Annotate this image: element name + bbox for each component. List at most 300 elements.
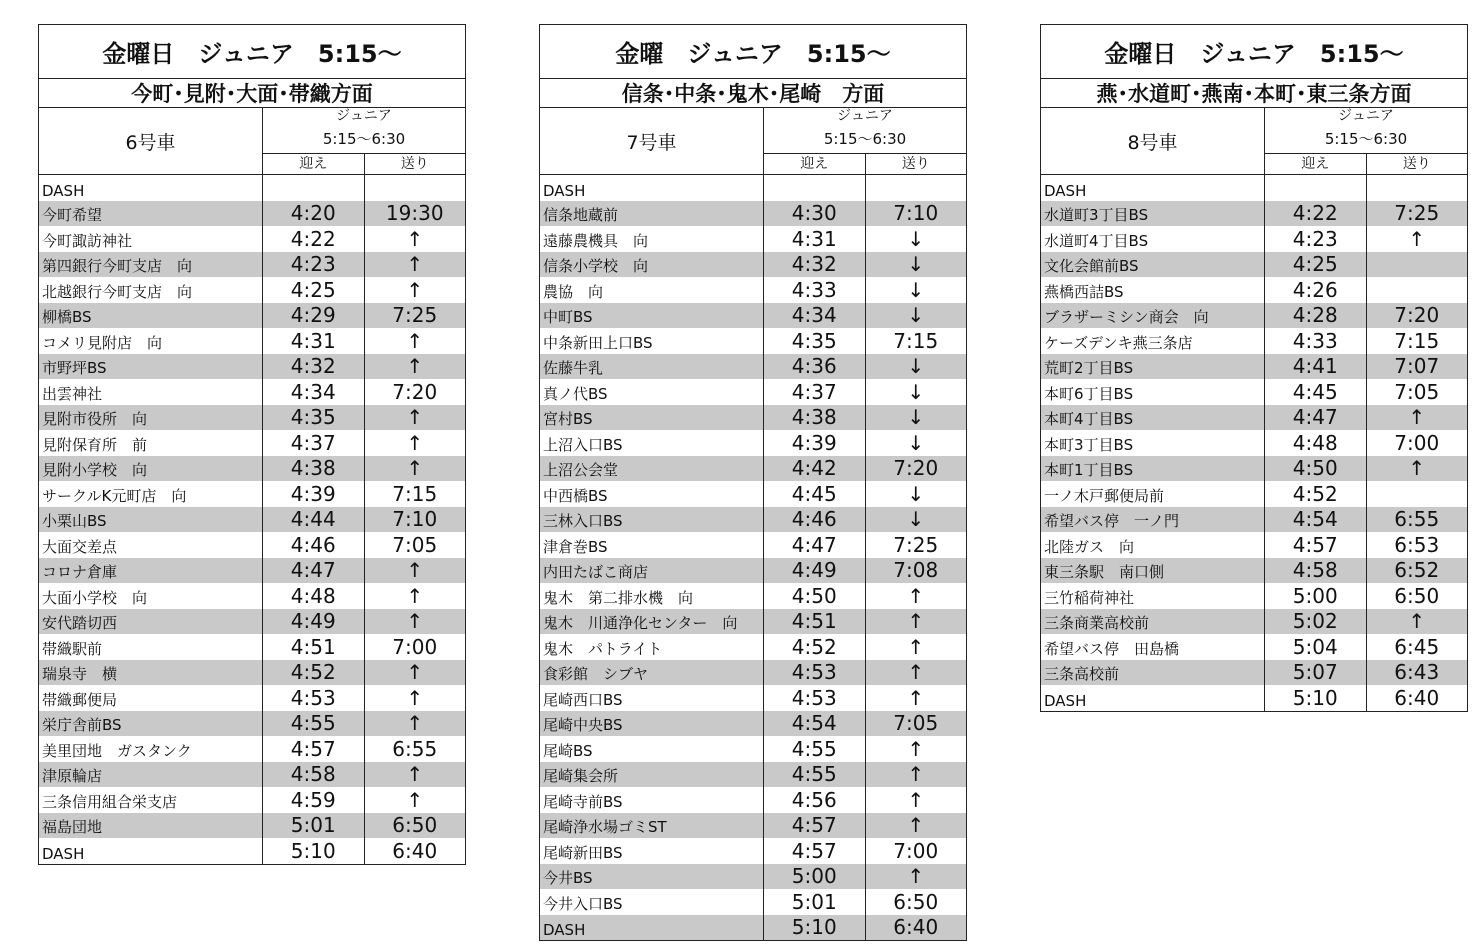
dropoff-time: 6:40: [1366, 685, 1468, 711]
table-row: [1041, 328, 1467, 354]
table-row: [39, 201, 465, 227]
table-row: [540, 736, 966, 762]
stop-name: 上沼公会堂: [540, 456, 764, 482]
table-row: [39, 609, 465, 635]
table-row: [39, 583, 465, 609]
pickup-time: 4:55: [791, 762, 837, 787]
stop-name: ケーズデンキ燕三条店: [1041, 328, 1265, 354]
table-row: [540, 430, 966, 456]
dropoff-time: 7:20: [865, 456, 967, 482]
dropoff-time: ↑: [364, 583, 466, 609]
pickup-time: 5:01: [290, 813, 336, 838]
pickup-time: 4:42: [791, 456, 837, 481]
dropoff-time: 7:20: [1366, 303, 1468, 329]
pickup-time: 4:55: [290, 711, 336, 736]
dropoff-time: 6:50: [364, 813, 466, 839]
dropoff-time: ↑: [364, 277, 466, 303]
stop-name: DASH: [540, 175, 764, 201]
pickup-time: 4:31: [791, 226, 837, 251]
stop-name: ブラザーミシン商会 向: [1041, 303, 1265, 329]
dropoff-time: ↑: [364, 711, 466, 737]
pickup-time: 4:20: [290, 201, 336, 226]
stop-name: 尾崎BS: [540, 736, 764, 762]
table-row: [540, 889, 966, 915]
table-row: [39, 252, 465, 278]
dropoff-time: ↑: [865, 762, 967, 788]
stop-name: 市野坪BS: [39, 354, 263, 380]
stop-name: 内田たばこ商店: [540, 558, 764, 584]
table-row: [540, 405, 966, 431]
stop-name: 尾崎新田BS: [540, 838, 764, 864]
table-row: [1041, 481, 1467, 507]
table-row: [39, 507, 465, 533]
table-row: [1041, 685, 1467, 711]
dropoff-time: [1366, 481, 1468, 507]
table-row: [540, 787, 966, 813]
table-header: [540, 108, 966, 175]
pickup-time: 4:46: [791, 507, 837, 532]
stop-name: 小栗山BS: [39, 507, 263, 533]
table-header: [1041, 108, 1467, 175]
dropoff-time: 7:05: [364, 532, 466, 558]
pickup-time: 4:56: [791, 787, 837, 812]
stop-name: 上沼入口BS: [540, 430, 764, 456]
table-row: [39, 303, 465, 329]
pickup-time: 5:01: [791, 889, 837, 914]
dropoff-time: ↑: [364, 685, 466, 711]
dropoff-time: ↑: [1366, 226, 1468, 252]
route-heading: 信条･中条･鬼木･尾崎 方面: [540, 79, 966, 108]
table-row: [1041, 660, 1467, 686]
dropoff-time: ↑: [865, 813, 967, 839]
pickup-time: 5:10: [791, 915, 837, 940]
table-row: [39, 711, 465, 737]
dropoff-time: 7:00: [364, 634, 466, 660]
dropoff-time: 7:07: [1366, 354, 1468, 380]
dropoff-time: ↑: [865, 609, 967, 635]
dropoff-time: ↑: [364, 787, 466, 813]
stop-name: 一ノ木戸郵便局前: [1041, 481, 1265, 507]
table-row: [1041, 252, 1467, 278]
table-row: [540, 838, 966, 864]
pickup-time: 4:35: [290, 405, 336, 430]
schedule-table-car8: [1040, 24, 1468, 712]
stop-name: 食彩館 シブヤ: [540, 660, 764, 686]
dropoff-time: 7:15: [364, 481, 466, 507]
dropoff-time: ↑: [364, 226, 466, 252]
pickup-time: 4:22: [290, 226, 336, 251]
stop-name: 佐藤牛乳: [540, 354, 764, 380]
pickup-time: 4:55: [791, 736, 837, 761]
pickup-time: 4:37: [791, 379, 837, 404]
stop-name: 水道町4丁目BS: [1041, 226, 1265, 252]
dropoff-column-header: 送り: [1366, 154, 1468, 174]
pickup-time: 4:31: [290, 328, 336, 353]
stop-name: 今井BS: [540, 864, 764, 890]
pickup-time: 4:44: [290, 507, 336, 532]
stop-name: 見附保育所 前: [39, 430, 263, 456]
table-row: [540, 532, 966, 558]
table-row: [1041, 201, 1467, 227]
table-row: [540, 634, 966, 660]
pickup-time: 4:35: [791, 328, 837, 353]
stop-name: 信条小学校 向: [540, 252, 764, 278]
table-row: [39, 379, 465, 405]
stop-name: 水道町3丁目BS: [1041, 201, 1265, 227]
table-row: [1041, 609, 1467, 635]
stop-name: 尾崎浄水場ゴミST: [540, 813, 764, 839]
stop-name: 安代踏切西: [39, 609, 263, 635]
dropoff-time: 7:15: [865, 328, 967, 354]
pickup-time: 4:51: [791, 609, 837, 634]
table-row: [1041, 456, 1467, 482]
stop-name: 見附小学校 向: [39, 456, 263, 482]
pickup-time: 4:22: [1292, 201, 1338, 226]
table-row: [39, 328, 465, 354]
stop-name: 大面交差点: [39, 532, 263, 558]
pickup-time: 4:57: [290, 736, 336, 761]
stop-name: 第四銀行今町支店 向: [39, 252, 263, 278]
table-row: [1041, 226, 1467, 252]
table-row: [540, 175, 966, 201]
dropoff-time: ↑: [364, 405, 466, 431]
dropoff-time: ↑: [364, 252, 466, 278]
pickup-time: 4:52: [290, 660, 336, 685]
stop-name: 本町4丁目BS: [1041, 405, 1265, 431]
table-row: [39, 456, 465, 482]
stop-name: 尾崎寺前BS: [540, 787, 764, 813]
table-row: [540, 915, 966, 941]
pickup-time: 4:38: [791, 405, 837, 430]
stop-name: 宮村BS: [540, 405, 764, 431]
table-row: [540, 864, 966, 890]
pickup-time: 4:45: [1292, 379, 1338, 404]
stop-name: 津原輪店: [39, 762, 263, 788]
pickup-time: 4:38: [290, 456, 336, 481]
table-row: [540, 507, 966, 533]
table-row: [39, 430, 465, 456]
stop-name: 遠藤農機具 向: [540, 226, 764, 252]
pickup-time: 4:52: [1292, 481, 1338, 506]
stop-name: 中町BS: [540, 303, 764, 329]
table-row: [540, 583, 966, 609]
stop-name: 文化会館前BS: [1041, 252, 1265, 278]
table-row: [1041, 430, 1467, 456]
dropoff-time: ↓: [865, 303, 967, 329]
table-row: [39, 481, 465, 507]
stop-name: 燕橋西詰BS: [1041, 277, 1265, 303]
stop-name: DASH: [1041, 685, 1265, 711]
pickup-time: 4:25: [1292, 252, 1338, 277]
stop-list: [1041, 175, 1467, 711]
stop-name: 柳橋BS: [39, 303, 263, 329]
pickup-time: 4:29: [290, 303, 336, 328]
table-row: [540, 201, 966, 227]
dropoff-time: ↑: [865, 685, 967, 711]
dropoff-time: 6:50: [865, 889, 967, 915]
dropoff-time: ↓: [865, 405, 967, 431]
table-row: [39, 405, 465, 431]
table-row: [540, 379, 966, 405]
stop-name: 北陸ガス 向: [1041, 532, 1265, 558]
stop-name: 本町3丁目BS: [1041, 430, 1265, 456]
dropoff-time: 6:52: [1366, 558, 1468, 584]
dropoff-column-header: 送り: [865, 154, 967, 174]
dropoff-time: ↑: [865, 736, 967, 762]
stop-name: 津倉巻BS: [540, 532, 764, 558]
pickup-time: 4:30: [791, 201, 837, 226]
table-row: [540, 303, 966, 329]
table-row: [540, 277, 966, 303]
table-row: [540, 354, 966, 380]
table-row: [540, 226, 966, 252]
stop-name: 今井入口BS: [540, 889, 764, 915]
car-number: 8号車: [1041, 108, 1265, 174]
pickup-time: 4:46: [290, 532, 336, 557]
table-row: [1041, 558, 1467, 584]
stop-name: DASH: [540, 915, 764, 941]
pickup-time: 4:33: [1292, 328, 1338, 353]
dropoff-time: ↑: [865, 864, 967, 890]
table-row: [540, 762, 966, 788]
stop-name: コメリ見附店 向: [39, 328, 263, 354]
dropoff-time: 6:40: [364, 838, 466, 864]
stop-name: 希望バス停 田島橋: [1041, 634, 1265, 660]
time-range-label: 5:15～6:30: [263, 124, 465, 154]
table-row: [1041, 634, 1467, 660]
dropoff-time: 7:05: [865, 711, 967, 737]
stop-name: DASH: [1041, 175, 1265, 201]
stop-name: 本町6丁目BS: [1041, 379, 1265, 405]
pickup-time: 4:45: [791, 481, 837, 506]
dropoff-time: [1366, 252, 1468, 278]
stop-name: サークルK元町店 向: [39, 481, 263, 507]
table-row: [39, 736, 465, 762]
dropoff-time: 7:08: [865, 558, 967, 584]
dropoff-time: ↓: [865, 354, 967, 380]
table-row: [1041, 507, 1467, 533]
table-row: [540, 711, 966, 737]
pickup-column-header: 迎え: [800, 156, 829, 172]
dropoff-time: [1366, 277, 1468, 303]
dropoff-time: 7:15: [1366, 328, 1468, 354]
stop-name: 東三条駅 南口側: [1041, 558, 1265, 584]
pickup-time: 4:57: [1292, 532, 1338, 557]
pickup-time: 4:53: [290, 685, 336, 710]
time-range-label: 5:15～6:30: [764, 124, 966, 154]
stop-name: 三条信用組合栄支店: [39, 787, 263, 813]
dropoff-time: [1366, 175, 1468, 201]
pickup-time: 4:50: [791, 583, 837, 608]
table-row: [1041, 175, 1467, 201]
table-row: [39, 354, 465, 380]
dropoff-time: 6:50: [1366, 583, 1468, 609]
route-heading: 燕･水道町･燕南･本町･東三条方面: [1041, 79, 1467, 108]
time-header: [1265, 108, 1467, 174]
dropoff-time: 7:00: [1366, 430, 1468, 456]
table-row: [1041, 277, 1467, 303]
pickup-time: 4:48: [1292, 430, 1338, 455]
stop-name: 三条商業高校前: [1041, 609, 1265, 635]
table-row: [1041, 354, 1467, 380]
dropoff-time: ↑: [364, 354, 466, 380]
stop-name: 農協 向: [540, 277, 764, 303]
stop-name: 信条地蔵前: [540, 201, 764, 227]
dropoff-time: ↑: [865, 660, 967, 686]
dropoff-time: ↓: [865, 252, 967, 278]
pickup-time: 4:51: [290, 634, 336, 659]
table-row: [1041, 405, 1467, 431]
dropoff-time: 7:20: [364, 379, 466, 405]
pickup-time: 4:34: [290, 379, 336, 404]
stop-name: 三林入口BS: [540, 507, 764, 533]
dropoff-time: ↑: [1366, 456, 1468, 482]
pickup-time: 5:07: [1292, 660, 1338, 685]
pickup-time: 4:50: [1292, 456, 1338, 481]
stop-name: 栄庁舎前BS: [39, 711, 263, 737]
stop-name: DASH: [39, 838, 263, 864]
table-row: [39, 838, 465, 864]
car-number: 7号車: [540, 108, 764, 174]
dropoff-time: ↑: [364, 430, 466, 456]
dropoff-time: ↓: [865, 379, 967, 405]
dropoff-time: 6:53: [1366, 532, 1468, 558]
pickup-time: 5:00: [791, 864, 837, 889]
table-title: 金曜日 ジュニア 5:15～: [1041, 25, 1467, 79]
stop-name: 真ノ代BS: [540, 379, 764, 405]
table-row: [540, 252, 966, 278]
junior-label: ジュニア: [336, 108, 392, 124]
pickup-time: 4:26: [1292, 277, 1338, 302]
route-heading: 今町･見附･大面･帯織方面: [39, 79, 465, 108]
pickup-time: 5:04: [1292, 634, 1338, 659]
junior-label: ジュニア: [837, 108, 893, 124]
pickup-time: 4:58: [290, 762, 336, 787]
stop-name: 鬼木 川通浄化センター 向: [540, 609, 764, 635]
table-row: [540, 609, 966, 635]
pickup-time: 5:02: [1292, 609, 1338, 634]
stop-name: 大面小学校 向: [39, 583, 263, 609]
dropoff-time: ↑: [1366, 405, 1468, 431]
table-title: 金曜 ジュニア 5:15～: [540, 25, 966, 79]
pickup-time: 4:54: [1292, 507, 1338, 532]
table-row: [540, 685, 966, 711]
pickup-time: 4:57: [791, 838, 837, 863]
dropoff-time: 6:55: [364, 736, 466, 762]
pickup-time: 4:34: [791, 303, 837, 328]
time-range-label: 5:15～6:30: [1265, 124, 1467, 154]
pickup-column-header: 迎え: [299, 156, 328, 172]
pickup-time: 4:28: [1292, 303, 1338, 328]
pickup-time: 4:36: [791, 354, 837, 379]
pickup-time: 4:59: [290, 787, 336, 812]
pickup-time: 4:23: [290, 252, 336, 277]
dropoff-time: ↑: [364, 328, 466, 354]
table-row: [39, 175, 465, 201]
stop-name: 鬼木 第二排水機 向: [540, 583, 764, 609]
stop-name: DASH: [39, 175, 263, 201]
dropoff-time: ↑: [364, 762, 466, 788]
stop-name: 中条新田上口BS: [540, 328, 764, 354]
stop-name: 瑞泉寺 横: [39, 660, 263, 686]
pickup-time: 4:41: [1292, 354, 1338, 379]
pickup-time: 4:32: [290, 354, 336, 379]
stop-name: 今町希望: [39, 201, 263, 227]
pickup-time: 4:49: [791, 558, 837, 583]
stop-name: 北越銀行今町支店 向: [39, 277, 263, 303]
dropoff-time: [865, 175, 967, 201]
stop-name: 鬼木 パトライト: [540, 634, 764, 660]
pickup-time: 4:47: [791, 532, 837, 557]
stop-name: 福島団地: [39, 813, 263, 839]
dropoff-time: ↑: [865, 583, 967, 609]
pickup-column-header: 迎え: [1301, 156, 1330, 172]
pickup-time: 4:52: [791, 634, 837, 659]
pickup-time: 4:32: [791, 252, 837, 277]
stop-name: 美里団地 ガスタンク: [39, 736, 263, 762]
stop-name: 三条高校前: [1041, 660, 1265, 686]
dropoff-time: ↓: [865, 277, 967, 303]
pickup-time: 4:39: [290, 481, 336, 506]
pickup-time: 4:49: [290, 609, 336, 634]
dropoff-time: ↑: [865, 634, 967, 660]
dropoff-time: ↑: [364, 660, 466, 686]
table-title: 金曜日 ジュニア 5:15～: [39, 25, 465, 79]
stop-name: 見附市役所 向: [39, 405, 263, 431]
table-header: [39, 108, 465, 175]
table-row: [540, 813, 966, 839]
table-row: [540, 660, 966, 686]
dropoff-time: 7:25: [1366, 201, 1468, 227]
dropoff-time: 6:45: [1366, 634, 1468, 660]
dropoff-time: 7:25: [364, 303, 466, 329]
table-row: [39, 813, 465, 839]
pickup-time: 4:54: [791, 711, 837, 736]
dropoff-time: ↓: [865, 226, 967, 252]
stop-name: 尾崎中央BS: [540, 711, 764, 737]
pickup-time: 4:57: [791, 813, 837, 838]
table-row: [39, 226, 465, 252]
pickup-time: 4:48: [290, 583, 336, 608]
stop-name: コロナ倉庫: [39, 558, 263, 584]
dropoff-time: ↑: [364, 456, 466, 482]
dropoff-time: ↑: [364, 609, 466, 635]
pickup-time: 4:53: [791, 685, 837, 710]
table-row: [1041, 303, 1467, 329]
schedule-table-car6: [38, 24, 466, 865]
dropoff-time: 6:40: [865, 915, 967, 941]
stop-name: 本町1丁目BS: [1041, 456, 1265, 482]
table-row: [540, 328, 966, 354]
dropoff-time: ↑: [1366, 609, 1468, 635]
pickup-time: 4:47: [1292, 405, 1338, 430]
pickup-time: 4:53: [791, 660, 837, 685]
schedule-table-car7: [539, 24, 967, 941]
table-row: [39, 762, 465, 788]
time-header: [764, 108, 966, 174]
stop-name: 荒町2丁目BS: [1041, 354, 1265, 380]
stop-name: 尾崎集会所: [540, 762, 764, 788]
car-number: 6号車: [39, 108, 263, 174]
pickup-time: 4:47: [290, 558, 336, 583]
dropoff-time: 7:00: [865, 838, 967, 864]
stop-name: 帯織郵便局: [39, 685, 263, 711]
dropoff-time: 7:25: [865, 532, 967, 558]
table-row: [39, 660, 465, 686]
time-header: [263, 108, 465, 174]
pickup-time: 4:25: [290, 277, 336, 302]
table-row: [39, 532, 465, 558]
